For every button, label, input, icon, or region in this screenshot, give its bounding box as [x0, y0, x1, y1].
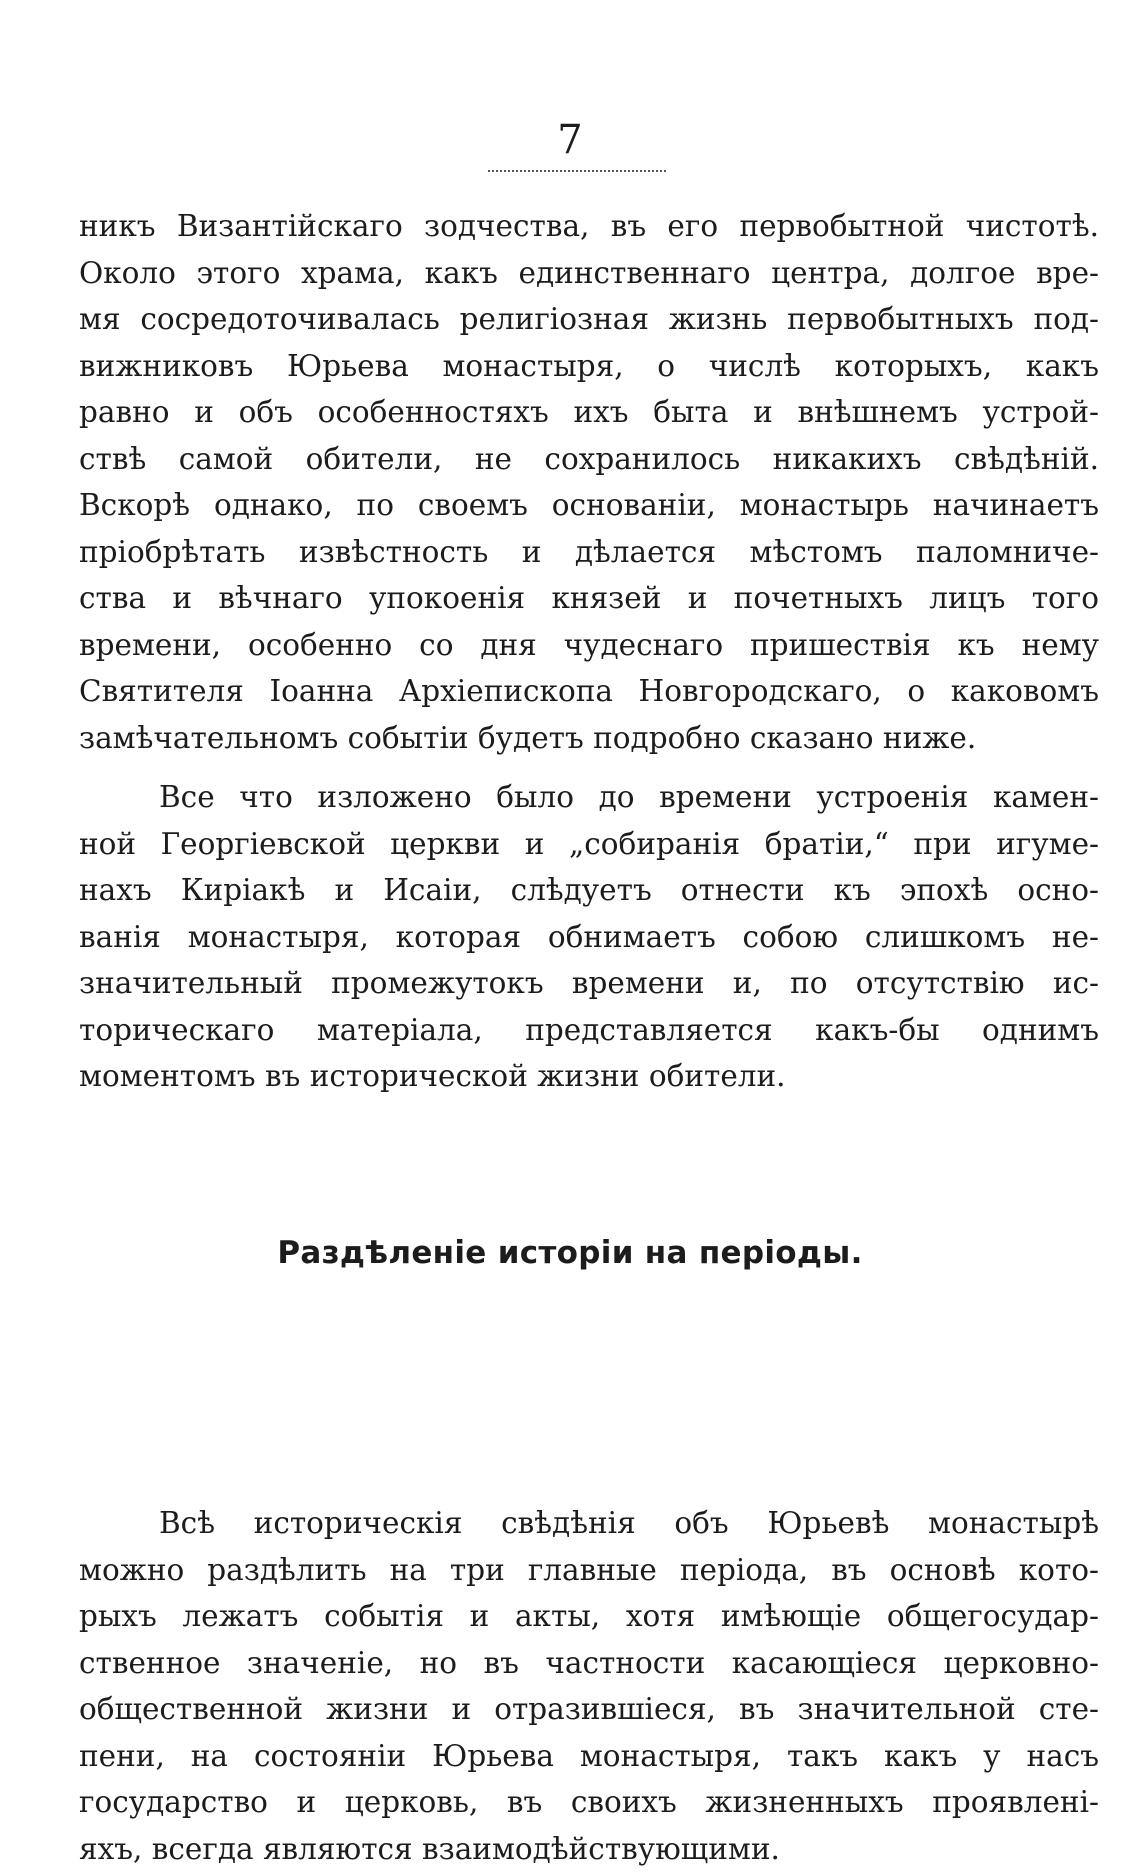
text-line: Около этого храма, какъ единственнаго центра, долгое вре- [79, 250, 1099, 297]
text-line: Всѣ историческія свѣдѣнія объ Юрьевѣ монастырѣ [79, 1500, 1099, 1547]
text-line: моментомъ въ исторической жизни обители. [79, 1053, 1099, 1100]
text-line: ствѣ самой обители, не сохранилось никакихъ свѣдѣній. [79, 436, 1099, 483]
paragraph-founding-epoch [79, 774, 1099, 1100]
text-line: ной Георгіевской церкви и „собиранія братіи,“ при игуме- [79, 821, 1099, 868]
section-heading: Раздѣленіе исторіи на періоды. [0, 1228, 1140, 1278]
text-line: рыхъ лежатъ событія и акты, хотя имѣющіе общегосудар- [79, 1593, 1099, 1640]
page-number-rule [488, 170, 666, 172]
text-line: можно раздѣлить на три главные періода, въ основѣ кото- [79, 1547, 1099, 1594]
text-line: мя сосредоточивалась религіозная жизнь первобытныхъ под- [79, 296, 1099, 343]
text-line: ства и вѣчнаго упокоенія князей и почетныхъ лицъ того [79, 575, 1099, 622]
text-line: времени, особенно со дня чудеснаго пришествія къ нему [79, 622, 1099, 669]
text-line: вижниковъ Юрьева монастыря, о числѣ которыхъ, какъ [79, 343, 1099, 390]
paragraph-periods [79, 1500, 1099, 1872]
text-line: равно и объ особенностяхъ ихъ быта и внѣшнемъ устрой- [79, 389, 1099, 436]
text-line: Святителя Іоанна Архіепископа Новгородскаго, о каковомъ [79, 668, 1099, 715]
text-line: Вскорѣ однако, по своемъ основаніи, монастырь начинаетъ [79, 482, 1099, 529]
text-line: Все что изложено было до времени устроенія камен- [79, 774, 1099, 821]
text-line: нахъ Киріакѣ и Исаіи, слѣдуетъ отнести къ эпохѣ осно- [79, 867, 1099, 914]
text-line: никъ Византійскаго зодчества, въ его первобытной чистотѣ. [79, 203, 1099, 250]
text-line: ственное значеніе, но въ частности касающіеся церковно- [79, 1640, 1099, 1687]
text-line: яхъ, всегда являются взаимодѣйствующими. [79, 1826, 1099, 1872]
text-line: пріобрѣтать извѣстность и дѣлается мѣстомъ паломниче- [79, 529, 1099, 576]
page-number: 7 [0, 118, 1140, 162]
text-line: ванія монастыря, которая обнимаетъ собою слишкомъ не- [79, 914, 1099, 961]
text-line: торическаго матеріала, представляется какъ-бы однимъ [79, 1007, 1099, 1054]
paragraph-continued [79, 203, 1099, 761]
text-line: пени, на состояніи Юрьева монастыря, такъ какъ у насъ [79, 1733, 1099, 1780]
text-line: общественной жизни и отразившіеся, въ значительной сте- [79, 1686, 1099, 1733]
text-line: замѣчательномъ событіи будетъ подробно сказано ниже. [79, 715, 1099, 762]
text-line: государство и церковь, въ своихъ жизненныхъ проявленi- [79, 1779, 1099, 1826]
text-line: значительный промежутокъ времени и, по отсутствію ис- [79, 960, 1099, 1007]
